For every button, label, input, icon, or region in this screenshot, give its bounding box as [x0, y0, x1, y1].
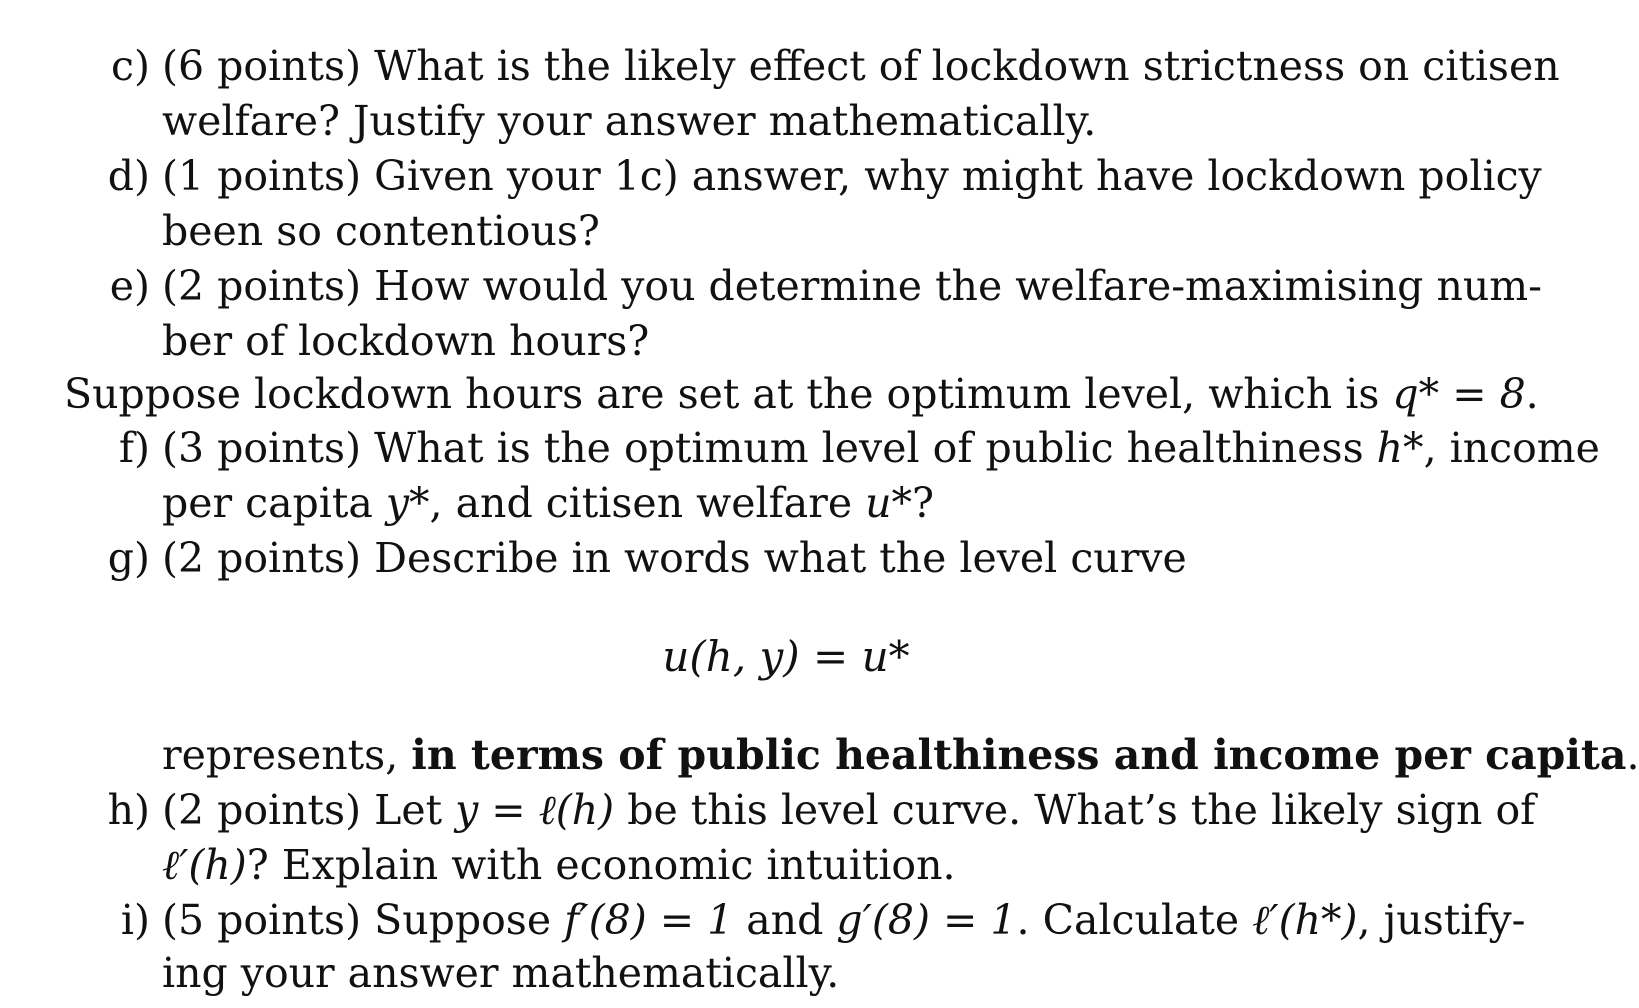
item-h-text: (2 points) Let — [162, 786, 456, 834]
suppose-end: . — [1525, 370, 1539, 418]
item-i-text-b: and — [733, 896, 837, 944]
item-c-label: c) — [111, 42, 150, 90]
item-g-text-end: . — [1626, 731, 1639, 779]
item-c-line1: (6 points) What is the likely effect of lockdown strictness on citisen — [162, 42, 1560, 90]
item-f-text-b: , income — [1423, 424, 1600, 472]
item-e-line1: (2 points) How would you determine the welfare-maximising num- — [162, 262, 1542, 310]
item-g-line1: (2 points) Describe in words what the level curve — [162, 534, 1187, 582]
item-i-math-f: f′(8) = 1 — [564, 896, 734, 944]
item-g-text: represents, — [162, 731, 412, 779]
suppose-math-q: q* = 8 — [1392, 370, 1526, 418]
item-f-text: (3 points) What is the optimum level of public healthiness — [162, 424, 1377, 472]
item-h-line2 — [162, 841, 956, 889]
item-f-line2 — [162, 479, 935, 527]
item-g-equation: u(h, y) = u* — [662, 632, 910, 681]
item-i-label: i) — [120, 896, 150, 944]
item-h-math-deriv: ℓ′(h) — [162, 841, 247, 889]
item-e-label: e) — [109, 262, 150, 310]
item-f-math-u: u* — [865, 479, 913, 527]
item-f-math-y: y* — [385, 479, 430, 527]
item-f-math-h: h* — [1376, 424, 1424, 472]
item-h-text-b: be this level curve. What’s the likely sign of — [614, 786, 1536, 834]
item-i-text-d: , justify- — [1357, 896, 1526, 944]
item-h-math-curve: y = ℓ(h) — [455, 786, 615, 834]
item-h-text-c: ? Explain with economic intuition. — [246, 841, 956, 889]
item-i-text-c: . Calculate — [1016, 896, 1253, 944]
item-i-line2: ing your answer mathematically. — [162, 949, 840, 997]
item-i-math-l: ℓ′(h*) — [1252, 896, 1358, 944]
item-g-label: g) — [107, 534, 150, 582]
item-g-line2 — [162, 731, 1639, 779]
suppose-text: Suppose lockdown hours are set at the optimum level, which is — [64, 370, 1393, 418]
item-d-line2: been so contentious? — [162, 207, 600, 255]
item-f-text-c: per capita — [162, 479, 386, 527]
item-d-label: d) — [107, 152, 150, 200]
item-f-label: f) — [118, 424, 150, 472]
item-c-line2: welfare? Justify your answer mathematically. — [162, 97, 1097, 145]
item-h-label: h) — [107, 786, 150, 834]
suppose-line — [64, 370, 1539, 418]
item-h-line1 — [162, 786, 1536, 834]
item-i-line1 — [162, 896, 1526, 944]
item-d-line1: (1 points) Given your 1c) answer, why might have lockdown policy — [162, 152, 1542, 200]
item-e-line2: ber of lockdown hours? — [162, 317, 650, 365]
item-i-text: (5 points) Suppose — [162, 896, 565, 944]
item-f-text-e: ? — [912, 479, 935, 527]
item-f-line1 — [162, 424, 1600, 472]
item-i-math-g: g′(8) = 1 — [836, 896, 1017, 944]
item-g-bold-text: in terms of public healthiness and income per capita — [411, 731, 1627, 779]
item-f-text-d: , and citisen welfare — [429, 479, 866, 527]
